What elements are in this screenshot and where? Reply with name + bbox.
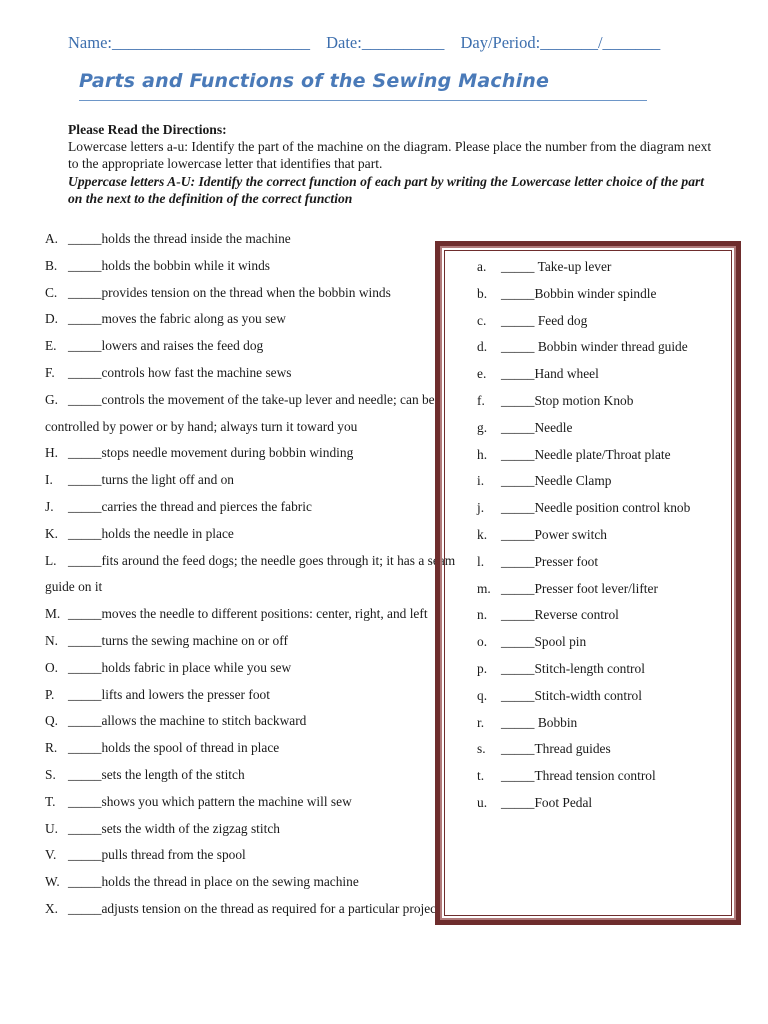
part-item[interactable] (477, 790, 737, 817)
function-item[interactable] (45, 226, 485, 253)
function-text: _____holds the thread in place on the sewing machine (68, 874, 359, 890)
part-text: _____Needle Clamp (501, 473, 612, 489)
part-letter: j. (477, 500, 485, 516)
part-text: _____Needle plate/Throat plate (501, 446, 671, 462)
part-text: _____ Take-up lever (501, 259, 612, 274)
function-text: _____carries the thread and pierces the fabric (68, 498, 312, 514)
function-text: _____holds the spool of thread in place (68, 740, 280, 756)
part-item[interactable] (477, 388, 737, 415)
function-item[interactable] (45, 842, 485, 869)
part-text: _____Stitch-length control (501, 660, 645, 676)
part-letter: c. (477, 312, 487, 328)
function-text: _____moves the needle to different positions: center, right, and left (68, 606, 428, 622)
function-item[interactable] (45, 387, 488, 441)
function-text: _____allows the machine to stitch backward (68, 713, 307, 729)
function-text: _____provides tension on the thread when the bobbin winds (68, 284, 391, 300)
part-item[interactable] (477, 334, 737, 361)
function-text: _____lowers and raises the feed dog (68, 338, 264, 354)
directions-block (68, 121, 718, 207)
part-text: _____Stop motion Knob (501, 392, 634, 408)
function-letter: J. (45, 498, 54, 514)
function-letter: I. (45, 472, 53, 488)
part-text: _____Stitch-width control (501, 687, 642, 703)
part-item[interactable] (477, 522, 737, 549)
function-letter: U. (45, 820, 59, 836)
part-text: _____Spool pin (501, 634, 587, 650)
function-item[interactable] (45, 360, 485, 387)
part-text: _____ Bobbin winder thread guide (501, 339, 688, 355)
part-letter: g. (477, 419, 488, 435)
function-letter: C. (45, 284, 58, 300)
function-item[interactable] (45, 762, 485, 789)
function-text: _____controls how fast the machine sews (68, 364, 292, 380)
part-item[interactable] (477, 710, 737, 737)
function-letter: L. (45, 552, 57, 568)
part-text: _____Foot Pedal (501, 794, 593, 810)
function-item[interactable] (45, 789, 488, 816)
functions-list (45, 226, 488, 923)
part-letter: t. (477, 768, 485, 784)
part-letter: m. (477, 580, 491, 596)
function-item[interactable] (45, 896, 485, 923)
function-item[interactable] (45, 280, 488, 307)
function-letter: H. (45, 445, 59, 461)
part-letter: r. (477, 714, 485, 730)
function-letter: T. (45, 793, 56, 809)
part-item[interactable] (477, 495, 737, 522)
part-text: _____Reverse control (501, 607, 619, 623)
part-letter: n. (477, 607, 488, 623)
function-text: _____holds the bobbin while it winds (68, 257, 270, 273)
function-text: _____controls the movement of the take-up lever and needle; can be controlled by power or by hand; always turn it toward you (45, 391, 435, 434)
function-letter: A. (45, 231, 59, 246)
function-item[interactable] (45, 601, 488, 628)
function-text: _____stops needle movement during bobbin winding (68, 445, 354, 461)
function-item[interactable] (45, 467, 485, 494)
part-text: _____Bobbin winder spindle (501, 285, 657, 301)
function-text: _____holds the thread inside the machine (68, 231, 291, 246)
part-item[interactable] (477, 656, 737, 683)
function-item[interactable] (45, 494, 485, 521)
part-letter: a. (477, 259, 487, 274)
part-letter: f. (477, 392, 485, 408)
function-text: _____shows you which pattern the machine will sew (68, 793, 352, 809)
part-item[interactable] (477, 415, 737, 442)
title-underline (79, 100, 647, 101)
part-item[interactable] (477, 281, 737, 308)
part-text: _____Needle (501, 419, 573, 435)
function-letter: D. (45, 311, 59, 327)
function-item[interactable] (45, 869, 485, 896)
directions-heading: Please Read the Directions: (68, 122, 227, 137)
part-item[interactable] (477, 763, 737, 790)
function-letter: O. (45, 659, 59, 675)
function-letter: M. (45, 606, 61, 622)
name-field-label[interactable]: Name:________________________ (68, 33, 310, 52)
function-text: _____sets the width of the zigzag stitch (68, 820, 280, 836)
function-text: _____adjusts tension on the thread as required for a particular project (68, 900, 440, 916)
part-text: _____ Feed dog (501, 312, 588, 328)
function-text: _____moves the fabric along as you sew (68, 311, 286, 327)
day-period-field-label[interactable]: Day/Period:_______/_______ (460, 33, 661, 52)
function-letter: F. (45, 364, 55, 380)
function-letter: B. (45, 257, 58, 273)
uppercase-directions: Uppercase letters A-U: Identify the correct function of each part by writing the Lowercase letter choice of the part on the next to the definition of the correct function (68, 173, 705, 206)
function-letter: X. (45, 900, 59, 916)
function-letter: P. (45, 686, 55, 702)
date-field-label[interactable]: Date:__________ (326, 33, 445, 52)
function-letter: W. (45, 874, 60, 890)
student-info-header (68, 33, 672, 53)
part-letter: k. (477, 526, 488, 542)
part-text: _____Presser foot lever/lifter (501, 580, 658, 596)
lowercase-directions: Lowercase letters a-u: Identify the part of the machine on the diagram. Please place the number from the diagram next to the appropriate lowercase letter that identifies that part. (68, 139, 712, 172)
part-text: _____Thread guides (501, 741, 611, 757)
function-item[interactable] (45, 628, 488, 655)
part-item[interactable] (477, 683, 737, 710)
function-letter: E. (45, 338, 57, 354)
function-text: _____turns the light off and on (68, 472, 235, 488)
part-letter: s. (477, 741, 486, 757)
function-item[interactable] (45, 548, 485, 602)
part-text: _____Presser foot (501, 553, 599, 569)
function-item[interactable] (45, 253, 485, 280)
part-item[interactable] (477, 602, 737, 629)
part-item[interactable] (477, 629, 737, 656)
function-item[interactable] (45, 816, 485, 843)
function-item[interactable] (45, 708, 485, 735)
function-item[interactable] (45, 682, 488, 709)
part-letter: q. (477, 687, 488, 703)
part-letter: e. (477, 366, 487, 382)
part-item[interactable] (477, 254, 737, 281)
function-text: _____holds the needle in place (68, 525, 234, 541)
part-letter: p. (477, 660, 488, 676)
part-text: _____Needle position control knob (501, 500, 691, 516)
function-text: _____holds fabric in place while you sew (68, 659, 292, 675)
function-item[interactable] (45, 333, 488, 360)
part-text: _____Thread tension control (501, 768, 656, 784)
part-item[interactable] (477, 361, 737, 388)
function-item[interactable] (45, 655, 488, 682)
function-letter: N. (45, 632, 59, 648)
function-letter: K. (45, 525, 59, 541)
function-text: _____lifts and lowers the presser foot (68, 686, 270, 702)
function-text: _____turns the sewing machine on or off (68, 632, 288, 648)
function-letter: V. (45, 847, 57, 863)
part-item[interactable] (477, 442, 737, 469)
function-item[interactable] (45, 521, 488, 548)
part-letter: o. (477, 634, 488, 650)
function-item[interactable] (45, 735, 485, 762)
function-letter: Q. (45, 713, 59, 729)
function-item[interactable] (45, 440, 488, 467)
worksheet-title: Parts and Functions of the Sewing Machine (79, 70, 550, 92)
part-letter: d. (477, 339, 488, 355)
part-item[interactable] (477, 576, 737, 603)
part-letter: u. (477, 794, 488, 810)
function-text: _____sets the length of the stitch (68, 766, 245, 782)
function-letter: R. (45, 740, 58, 756)
part-item[interactable] (477, 468, 737, 495)
part-letter: h. (477, 446, 488, 462)
part-letter: i. (477, 473, 485, 489)
parts-list (477, 254, 737, 817)
part-text: _____Power switch (501, 526, 608, 542)
function-item[interactable] (45, 306, 485, 333)
part-item[interactable] (477, 549, 737, 576)
part-letter: l. (477, 553, 485, 569)
part-text: _____Hand wheel (501, 366, 599, 382)
function-text: _____pulls thread from the spool (68, 847, 246, 863)
function-text: _____fits around the feed dogs; the needle goes through it; it has a seam guide on it (45, 552, 456, 595)
part-item[interactable] (477, 308, 737, 335)
part-item[interactable] (477, 736, 737, 763)
function-letter: G. (45, 391, 59, 407)
part-letter: b. (477, 285, 488, 301)
function-letter: S. (45, 766, 56, 782)
part-text: _____ Bobbin (501, 714, 578, 730)
